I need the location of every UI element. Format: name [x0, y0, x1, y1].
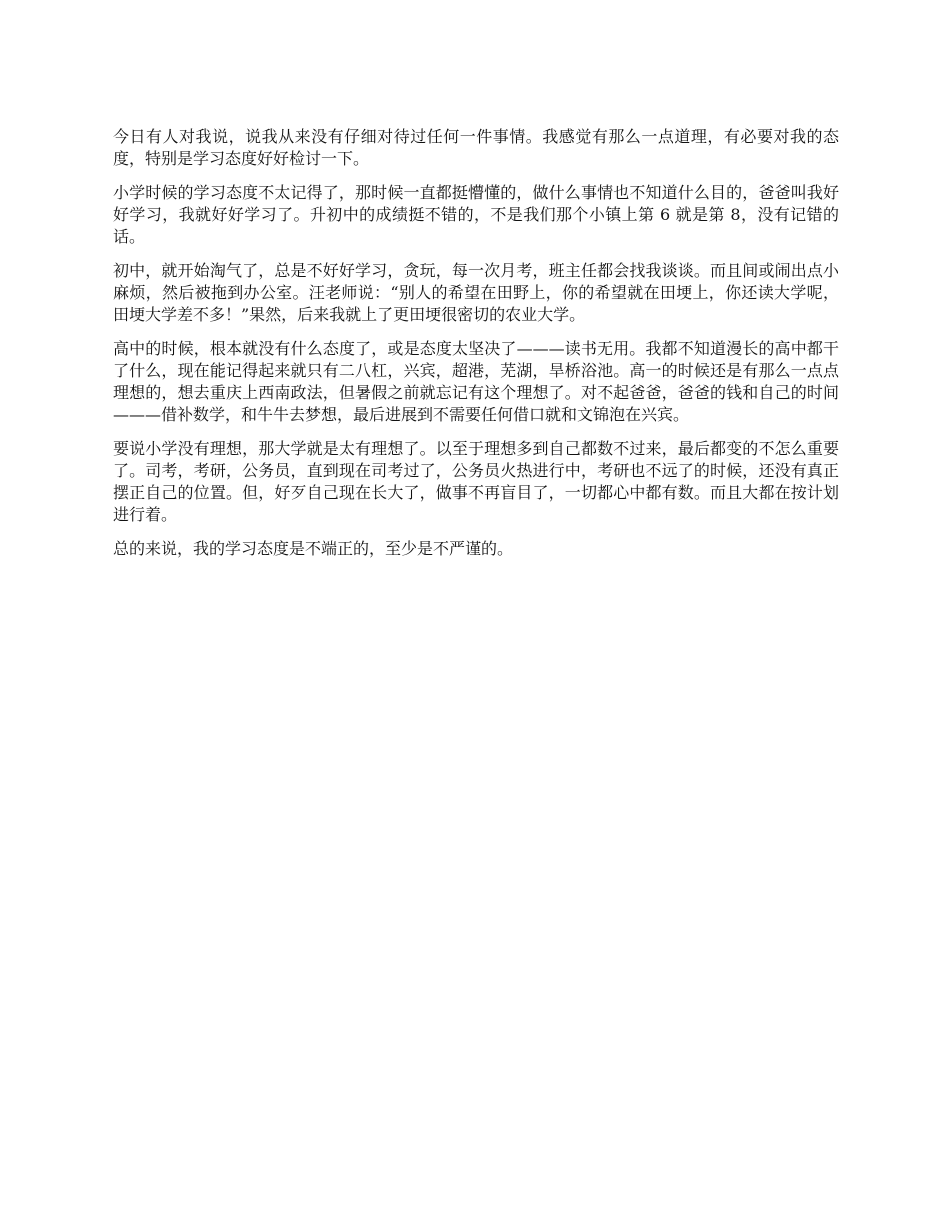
paragraph-2: 小学时候的学习态度不太记得了，那时候一直都挺懵懂的，做什么事情也不知道什么目的，爸爸叫我好好学习，我就好好学习了。升初中的成绩挺不错的，不是我们那个小镇上第 6 就是第 8，没有记错的话。: [113, 183, 839, 246]
paragraph-1: 今日有人对我说，说我从来没有仔细对待过任何一件事情。我感觉有那么一点道理，有必要对我的态度，特别是学习态度好好检讨一下。: [113, 127, 839, 168]
paragraph-6: 总的来说，我的学习态度是不端正的，至少是不严谨的。: [113, 539, 514, 558]
paragraph-5: 要说小学没有理想，那大学就是太有理想了。以至于理想多到自己都数不过来，最后都变的不怎么重要了。司考，考研，公务员，直到现在司考过了，公务员火热进行中，考研也不远了的时候，还没有真正摆正自己的位置。但，好歹自己现在长大了，做事不再盲目了，一切都心中都有数。而且大都在按计划进行着。: [113, 439, 839, 524]
paragraph-4: 高中的时候，根本就没有什么态度了，或是态度太坚决了———读书无用。我都不知道漫长的高中都干了什么，现在能记得起来就只有二八杠，兴宾，超港，芜湖，旱桥浴池。高一的时候还是有那么一点点理想的，想去重庆上西南政法，但暑假之前就忘记有这个理想了。对不起爸爸，爸爸的钱和自己的时间———借补数学，和牛牛去梦想，最后进展到不需要任何借口就和文锦泡在兴宾。: [113, 339, 839, 424]
paragraph-3: 初中，就开始淘气了，总是不好好学习，贪玩，每一次月考，班主任都会找我谈谈。而且间或闹出点小麻烦，然后被拖到办公室。汪老师说：“别人的希望在田野上，你的希望就在田埂上，你还读大学呢，田埂大学差不多！”果然，后来我就上了更田埂很密切的农业大学。: [113, 261, 839, 324]
document-body: [113, 126, 839, 572]
